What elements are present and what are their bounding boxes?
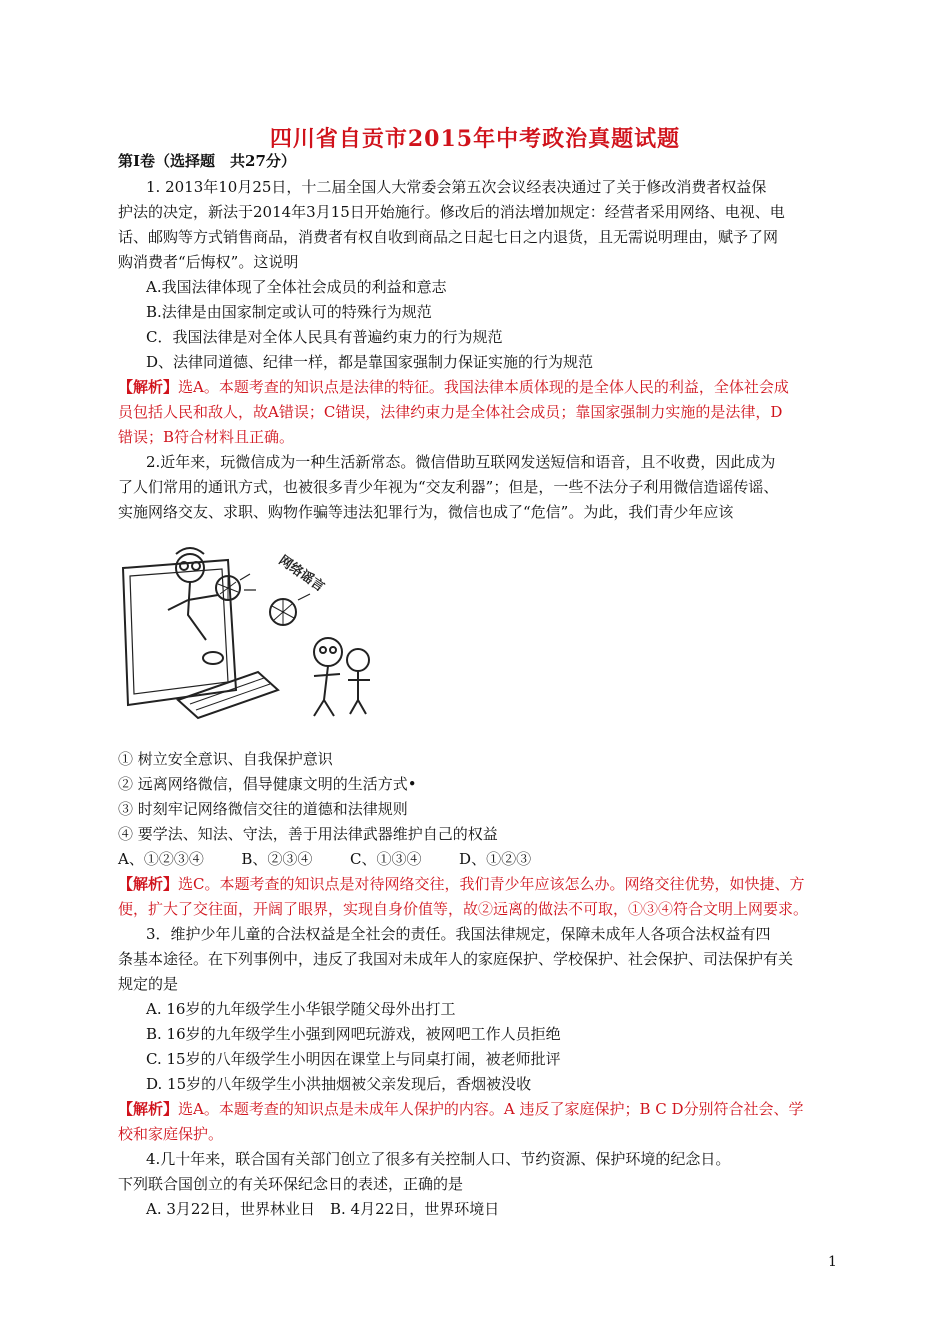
- q2-line: 了人们常用的通讯方式，也被很多青少年视为“交友利器”；但是，一些不法分子利用微信造谣传谣、: [118, 478, 779, 496]
- q1-analysis-line: [118, 376, 789, 398]
- q2-statement: ② 远离网络微信，倡导健康文明的生活方式•: [118, 775, 417, 793]
- analysis-text: 选C。本题考查的知识点是对待网络交往，我们青少年应该怎么办。网络交往优势，如快捷、方: [178, 875, 805, 893]
- q2-choice-c: C、①③④: [350, 850, 422, 868]
- q4-line: 4.几十年来，联合国有关部门创立了很多有关控制人口、节约资源、保护环境的纪念日。: [146, 1150, 731, 1168]
- q4-line: 下列联合国创立的有关环保纪念日的表述，正确的是: [118, 1175, 464, 1193]
- q1-line: 1. 2013年10月25日，十二届全国人大常委会第五次会议经表决通过了关于修改消费者权益保: [146, 178, 767, 196]
- q4-options-row: A. 3月22日，世界林业日 B. 4月22日，世界环境日: [146, 1200, 500, 1218]
- q2-choices-row: [118, 848, 531, 870]
- analysis-tag: 【解析】: [118, 378, 179, 396]
- q3-line: 3．维护少年儿童的合法权益是全社会的责任。我国法律规定，保障未成年人各项合法权益有四: [146, 925, 771, 943]
- q3-option-d: D. 15岁的八年级学生小洪抽烟被父亲发现后，香烟被没收: [146, 1075, 532, 1093]
- q1-option-a: A.我国法律体现了全体社会成员的利益和意志: [146, 278, 447, 296]
- q1-option-d: D、法律同道德、纪律一样，都是靠国家强制力保证实施的行为规范: [146, 353, 594, 371]
- q2-line: 实施网络交友、求职、购物作骗等违法犯罪行为，微信也成了“危信”。为此，我们青少年应该: [118, 503, 734, 521]
- cartoon-illustration: [118, 540, 398, 720]
- page-title: 四川省自贡市2015年中考政治真题试题: [269, 126, 681, 152]
- analysis-tag: 【解析】: [118, 875, 179, 893]
- q2-line: 2.近年来，玩微信成为一种生活新常态。微信借助互联网发送短信和语音，且不收费，因此成为: [146, 453, 776, 471]
- analysis-tag: 【解析】: [118, 1100, 179, 1118]
- q1-analysis-line: 错误；B符合材料且正确。: [118, 428, 295, 446]
- q2-choice-a: A、①②③④: [118, 850, 204, 868]
- q3-analysis-line: [118, 1098, 804, 1120]
- q3-line: 规定的是: [118, 975, 179, 993]
- section-heading: 第Ⅰ卷（选择题 共27分）: [118, 152, 296, 170]
- analysis-text: 选A。本题考查的知识点是未成年人保护的内容。A 违反了家庭保护；B C D分别符合社会、学: [178, 1100, 804, 1118]
- q1-option-b: B.法律是由国家制定或认可的特殊行为规范: [146, 303, 432, 321]
- q2-analysis-line: 便，扩大了交往面，开阔了眼界，实现自身价值等，故②远离的做法不可取，①③④符合文明上网要求。: [118, 900, 809, 918]
- q1-line: 护法的决定，新法于2014年3月15日开始施行。修改后的消法增加规定：经营者采用网络、电视、电: [118, 203, 785, 221]
- q2-statement: ④ 要学法、知法、守法，善于用法律武器维护自己的权益: [118, 825, 498, 843]
- page-number: 1: [828, 1254, 837, 1270]
- q3-option-a: A. 16岁的九年级学生小华银学随父母外出打工: [146, 1000, 456, 1018]
- analysis-text: 选A。本题考查的知识点是法律的特征。我国法律本质体现的是全体人民的利益，全体社会成: [178, 378, 789, 396]
- q3-option-b: B. 16岁的九年级学生小强到网吧玩游戏，被网吧工作人员拒绝: [146, 1025, 561, 1043]
- q2-statement: ③ 时刻牢记网络微信交往的道德和法律规则: [118, 800, 408, 818]
- q1-line: 购消费者“后悔权”。这说明: [118, 253, 299, 271]
- q3-option-c: C. 15岁的八年级学生小明因在课堂上与同桌打闹，被老师批评: [146, 1050, 561, 1068]
- q2-choice-b: B、②③④: [241, 850, 313, 868]
- q2-choice-d: D、①②③: [459, 850, 532, 868]
- q3-line: 条基本途径。在下列事例中，违反了我国对未成年人的家庭保护、学校保护、社会保护、司法保护有关: [118, 950, 794, 968]
- q1-option-c: C．我国法律是对全体人民具有普遍约束力的行为规范: [146, 328, 503, 346]
- cartoon-caption: 网络谣言: [275, 552, 327, 596]
- q1-line: 话、邮购等方式销售商品，消费者有权自收到商品之日起七日之内退货，且无需说明理由，赋予了网: [118, 228, 779, 246]
- q3-analysis-line: 校和家庭保护。: [118, 1125, 224, 1143]
- q2-statement: ① 树立安全意识、自我保护意识: [118, 750, 333, 768]
- q2-analysis-line: [118, 873, 805, 895]
- q1-analysis-line: 员包括人民和敌人，故A错误；C错误，法律约束力是全体社会成员；靠国家强制力实施的是法律，D: [118, 403, 783, 421]
